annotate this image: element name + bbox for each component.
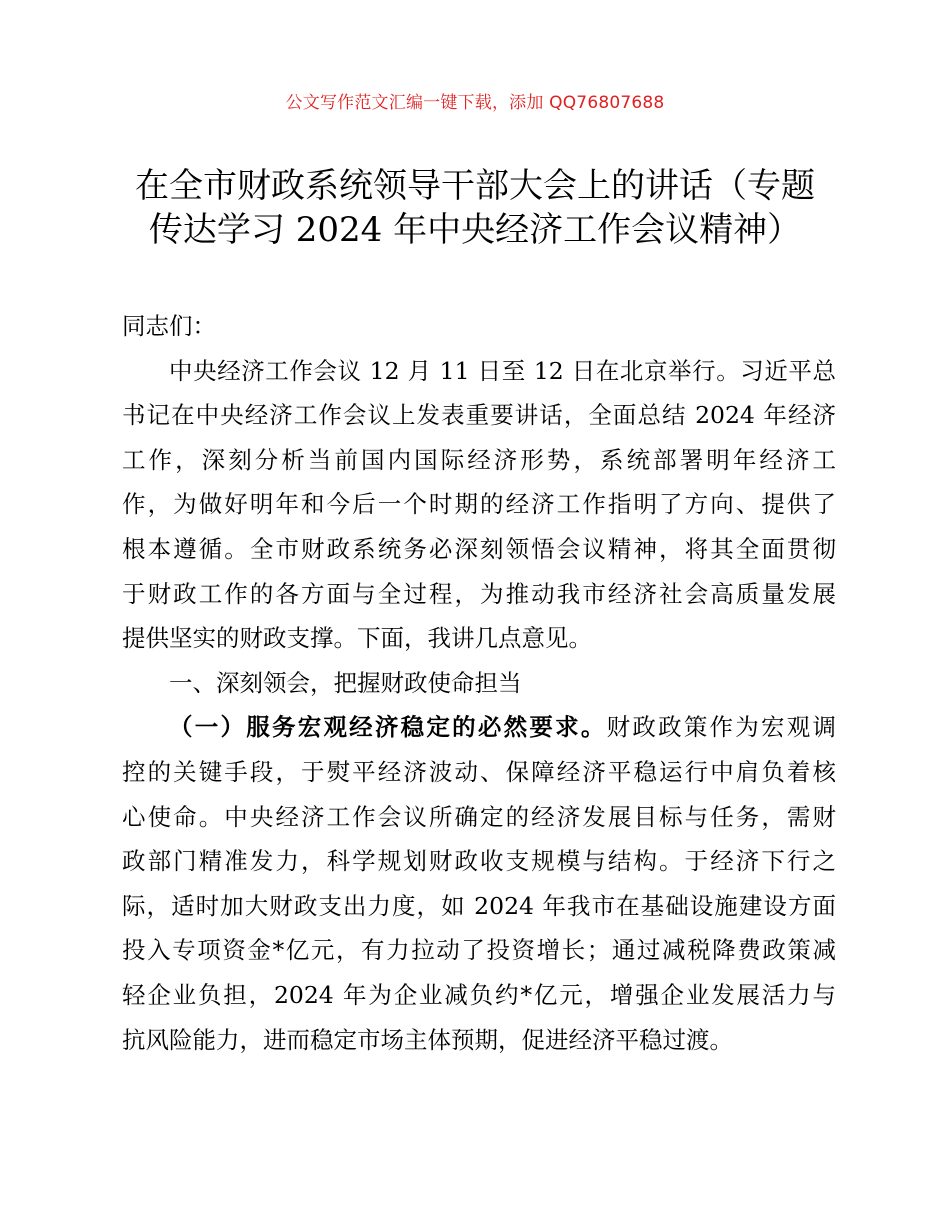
para1-line: 根本遵循。全市财政系统务必深刻领悟会议精神，将其全面贯彻 [122, 534, 836, 563]
para1-line: 提供坚实的财政支撑。下面，我讲几点意见。 [122, 624, 592, 653]
title-line-2: 传达学习 2024 年中央经济工作会议精神） [148, 210, 802, 250]
promo-header: 公文写作范文汇编一键下载，添加 QQ76807688 [285, 93, 665, 113]
para2-line: 抗风险能力，进而稳定市场主体预期，促进经济平稳过渡。 [122, 1025, 733, 1054]
para2-line: 控的关键手段，于熨平经济波动、保障经济平稳运行中肩负着核 [122, 757, 836, 786]
para1-line: 书记在中央经济工作会议上发表重要讲话，全面总结 2024 年经济 [122, 401, 836, 430]
sub-heading-line [122, 705, 836, 750]
para2-line: 投入专项资金*亿元，有力拉动了投资增长；通过减税降费政策减 [122, 936, 836, 965]
para2-line: 政部门精准发力，科学规划财政收支规模与结构。于经济下行之 [122, 847, 836, 876]
sub-heading-1: （一）服务宏观经济稳定的必然要求。 [169, 713, 607, 742]
para2-line: 际，适时加大财政支出力度，如 2024 年我市在基础设施建设方面 [122, 891, 836, 920]
title-line-1: 在全市财政系统领导干部大会上的讲话（专题 [135, 166, 815, 206]
document-body [122, 304, 836, 1062]
sub-heading-rest: 财政政策作为宏观调 [606, 713, 837, 742]
section-heading-1: 一、深刻领会，把握财政使命担当 [169, 668, 522, 697]
para2-line: 心使命。中央经济工作会议所确定的经济发展目标与任务，需财 [122, 802, 836, 831]
para1-line: 中央经济工作会议 12 月 11 日至 12 日在北京举行。习近平总 [169, 356, 836, 385]
para1-line: 工作，深刻分析当前国内国际经济形势，系统部署明年经济工 [122, 445, 836, 474]
para2-line: 轻企业负担，2024 年为企业减负约*亿元，增强企业发展活力与 [122, 980, 836, 1009]
para1-line: 作，为做好明年和今后一个时期的经济工作指明了方向、提供了 [122, 490, 836, 519]
salutation: 同志们： [122, 312, 216, 340]
para1-line: 于财政工作的各方面与全过程，为推动我市经济社会高质量发展 [122, 579, 836, 608]
document-title [110, 164, 840, 252]
